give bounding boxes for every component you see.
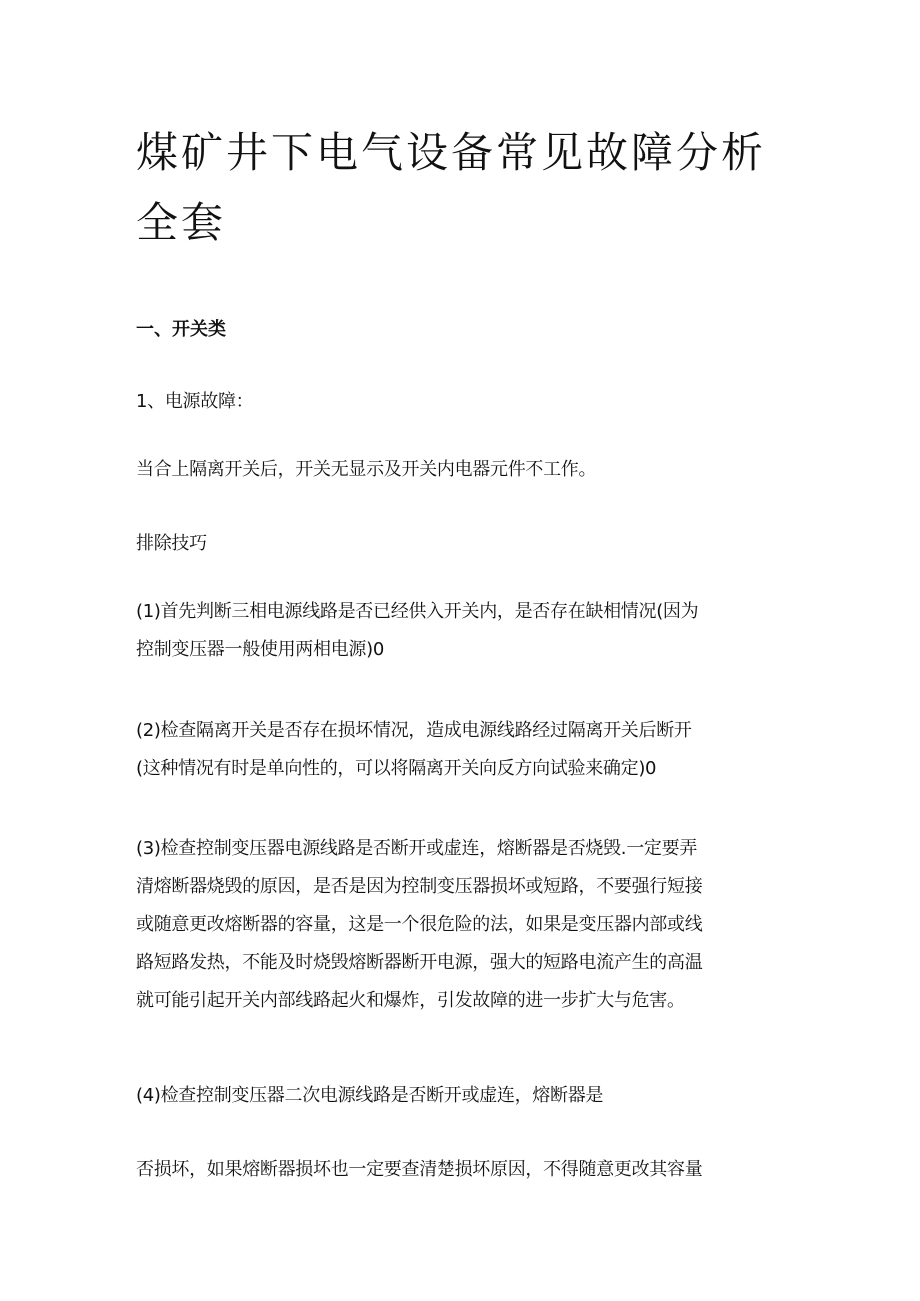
step-3-paragraph [136, 830, 786, 1020]
continuation-line-1: 否损坏，如果熔断器损坏也一定要查清楚损坏原因，不得随意更改其容量 [136, 1159, 703, 1180]
item-heading-text: 1、电源故障： [136, 391, 254, 412]
continuation-paragraph [136, 1151, 786, 1189]
symptom-paragraph [136, 451, 786, 489]
step-4-paragraph [136, 1077, 786, 1115]
step-2-line-2: (这种情况有时是单向性的，可以将隔离开关向反方向试验来确定)0 [136, 758, 657, 779]
step-4-line-1: (4)检查控制变压器二次电源线路是否断开或虚连，熔断器是 [136, 1085, 604, 1106]
item-heading [136, 383, 786, 421]
step-1-paragraph [136, 593, 786, 669]
step-3-line-5: 就可能引起开关内部线路起火和爆炸，引发故障的进一步扩大与危害。 [136, 990, 685, 1011]
remedy-label [136, 525, 786, 563]
step-2-paragraph [136, 712, 786, 788]
remedy-label-text: 排除技巧 [136, 533, 207, 554]
step-3-line-3: 或随意更改熔断器的容量，这是一个很危险的法，如果是变压器内部或线 [136, 914, 703, 935]
step-3-line-2: 清熔断器烧毁的原因，是否是因为控制变压器损坏或短路，不要强行短接 [136, 876, 703, 897]
step-1-line-1: (1)首先判断三相电源线路是否已经供入开关内，是否存在缺相情况(因为 [136, 601, 699, 622]
step-1-line-2: 控制变压器一般使用两相电源)0 [136, 639, 384, 660]
step-3-line-4: 路短路发热，不能及时烧毁熔断器断开电源，强大的短路电流产生的高温 [136, 952, 703, 973]
step-2-line-1: (2)检查隔离开关是否存在损坏情况，造成电源线路经过隔离开关后断开 [136, 720, 692, 741]
step-3-line-1: (3)检查控制变压器电源线路是否断开或虚连，熔断器是否烧毁.一定要弄 [136, 838, 698, 859]
section-heading: 一、开关类 [136, 319, 226, 340]
document-title: 煤矿井下电气设备常见故障分析全套 [136, 128, 767, 247]
symptom-text: 当合上隔离开关后，开关无显示及开关内电器元件不工作。 [136, 459, 597, 480]
